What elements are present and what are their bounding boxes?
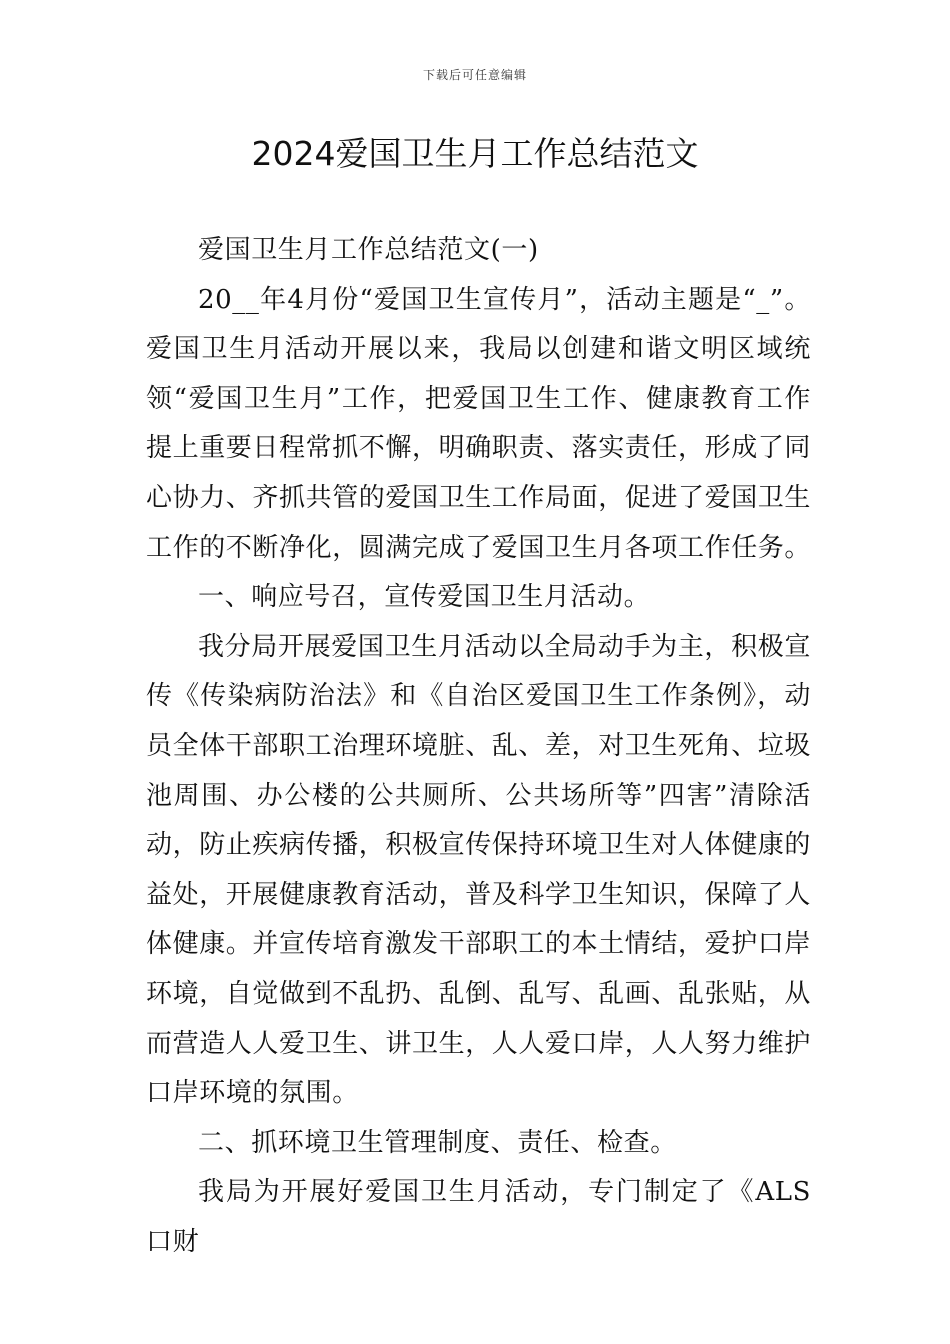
document-body	[146, 226, 811, 1267]
section-heading: 二、抓环境卫生管理制度、责任、检查。	[198, 1127, 677, 1158]
section-subtitle: 爱国卫生月工作总结范文(一)	[198, 235, 539, 265]
document-title: 2024爱国卫生月工作总结范文	[251, 134, 699, 173]
body-paragraph: 我局为开展好爱国卫生月活动，专门制定了《ALS口财	[146, 1177, 811, 1257]
body-paragraph: 我分局开展爱国卫生月活动以全局动手为主，积极宣传《传染病防治法》和《自治区爱国卫生工作条例》，动员全体干部职工治理环境脏、乱、差，对卫生死角、垃圾池周围、办公楼的公共厕所、公共场所等”四害”清除活动，防止疾病传播，积极宣传保持环境卫生对人体健康的益处，开展健康教育活动，普及科学卫生知识，保障了人体健康。并宣传培育激发干部职工的本土情结，爱护口岸环境，自觉做到不乱扔、乱倒、乱写、乱画、乱张贴，从而营造人人爱卫生、讲卫生，人人爱口岸，人人努力维护口岸环境的氛围。	[146, 631, 812, 1109]
header-note: 下载后可任意编辑	[422, 68, 527, 82]
section-heading: 一、响应号召，宣传爱国卫生月活动。	[198, 582, 651, 613]
body-paragraph: 20__年4月份“爱国卫生宣传月”，活动主题是“_”。爱国卫生月活动开展以来，我局以创建和谐文明区域统领“爱国卫生月”工作，把爱国卫生工作、健康教育工作提上重要日程常抓不懈，明确职责、落实责任，形成了同心协力、齐抓共管的爱国卫生工作局面，促进了爱国卫生工作的不断净化，圆满完成了爱国卫生月各项工作任务。	[146, 284, 812, 563]
